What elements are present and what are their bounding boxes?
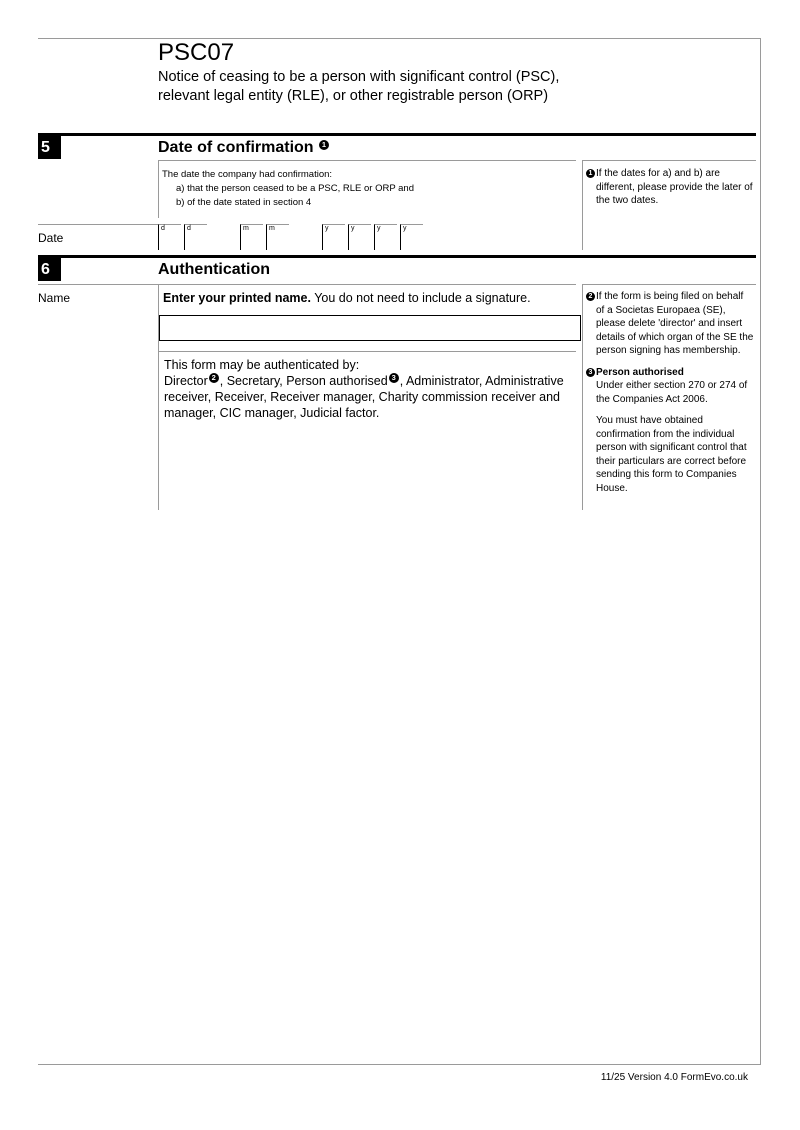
section5-item-a: a) that the person ceased to be a PSC, RLE or ORP and (176, 183, 414, 194)
side-note-2-marker: 2 (586, 292, 595, 301)
date-cell-m2[interactable] (266, 224, 289, 250)
date-cell-y4[interactable] (400, 224, 423, 250)
form-subtitle-line2: relevant legal entity (RLE), or other registrable person (ORP) (158, 88, 549, 104)
date-cell-hint: d (161, 225, 165, 232)
section6-side-left (582, 284, 583, 510)
auth-rest: , Administrator, Administrative receiver, Receiver, Receiver manager, Charity commission receiver and manager, CIC manager, Judicial factor. (164, 374, 564, 420)
date-cell-y2[interactable] (348, 224, 371, 250)
name-instruction-bold: Enter your printed name. (163, 291, 311, 305)
footer-version: 11/25 Version 4.0 FormEvo.co.uk (600, 1072, 748, 1083)
bottom-border (38, 1064, 761, 1065)
name-input[interactable] (159, 315, 581, 341)
auth-text-block (164, 357, 576, 421)
side-note-3-title: Person authorised (596, 366, 684, 378)
date-cell-hint: y (377, 225, 381, 232)
note-marker-2: 2 (209, 373, 219, 383)
date-cell-hint: m (243, 225, 249, 232)
side-note-1 (586, 167, 754, 208)
name-label: Name (38, 291, 71, 305)
section5-side-top (582, 160, 756, 161)
auth-director: Director (164, 374, 208, 388)
section5-box-left (158, 160, 159, 218)
section5-item-b: b) of the date stated in section 4 (176, 197, 312, 208)
note-marker-1: 1 (319, 140, 329, 150)
form-subtitle (158, 68, 588, 106)
auth-box-top (158, 351, 576, 352)
section5-intro: The date the company had confirmation: (162, 169, 333, 180)
form-code: PSC07 (158, 39, 235, 66)
section5-box-top (158, 160, 576, 161)
date-cell-d1[interactable] (158, 224, 181, 250)
section6-number: 6 (38, 258, 61, 281)
side-note-3 (586, 366, 754, 496)
auth-intro: This form may be authenticated by: (164, 358, 360, 372)
date-cell-hint: y (351, 225, 355, 232)
right-border (760, 38, 761, 1065)
date-cell-hint: y (325, 225, 329, 232)
side-note-3-text2: You must have obtained confirmation from the individual person with significant control that their particulars are correct before sending this form to Companies House. (596, 415, 747, 494)
side-note-2 (586, 290, 754, 358)
top-border (38, 38, 761, 39)
form-subtitle-line1: Notice of ceasing to be a person with significant control (PSC), (158, 69, 560, 85)
date-cell-hint: m (269, 225, 275, 232)
section5-top-rule (38, 133, 756, 136)
section5-title (158, 139, 330, 157)
date-row-rule (38, 224, 158, 225)
section6-side-top (582, 284, 756, 285)
date-cell-hint: d (187, 225, 191, 232)
side-note-3-marker: 3 (586, 368, 595, 377)
auth-mid: , Secretary, Person authorised (219, 374, 388, 388)
date-cell-y1[interactable] (322, 224, 345, 250)
section5-number: 5 (38, 136, 61, 159)
section6-title: Authentication (158, 261, 270, 278)
date-cell-hint: y (403, 225, 407, 232)
section6-side-notes (586, 290, 754, 495)
side-note-1-text: If the dates for a) and b) are different, please provide the later of the two dates. (596, 168, 753, 206)
side-note-2-text: If the form is being filed on behalf of a Societas Europaea (SE), please delete 'director' and insert details of which organ of the SE the person signing has membership. (596, 291, 754, 356)
note-marker-3: 3 (389, 373, 399, 383)
date-cell-y3[interactable] (374, 224, 397, 250)
section6-name-rule (38, 284, 576, 285)
name-instruction (163, 291, 531, 305)
auth-list (164, 373, 576, 421)
name-instruction-rest: You do not need to include a signature. (314, 291, 531, 305)
side-note-3-text: Under either section 270 or 274 of the Companies Act 2006. (596, 380, 748, 405)
date-cell-d2[interactable] (184, 224, 207, 250)
section5-side-note (586, 167, 754, 208)
section6-top-rule (38, 255, 756, 258)
date-cell-m1[interactable] (240, 224, 263, 250)
section5-title-text: Date of confirmation (158, 139, 314, 156)
side-note-1-marker: 1 (586, 169, 595, 178)
section5-side-left (582, 160, 583, 250)
date-label: Date (38, 231, 64, 245)
section5-intro-block (162, 168, 572, 210)
